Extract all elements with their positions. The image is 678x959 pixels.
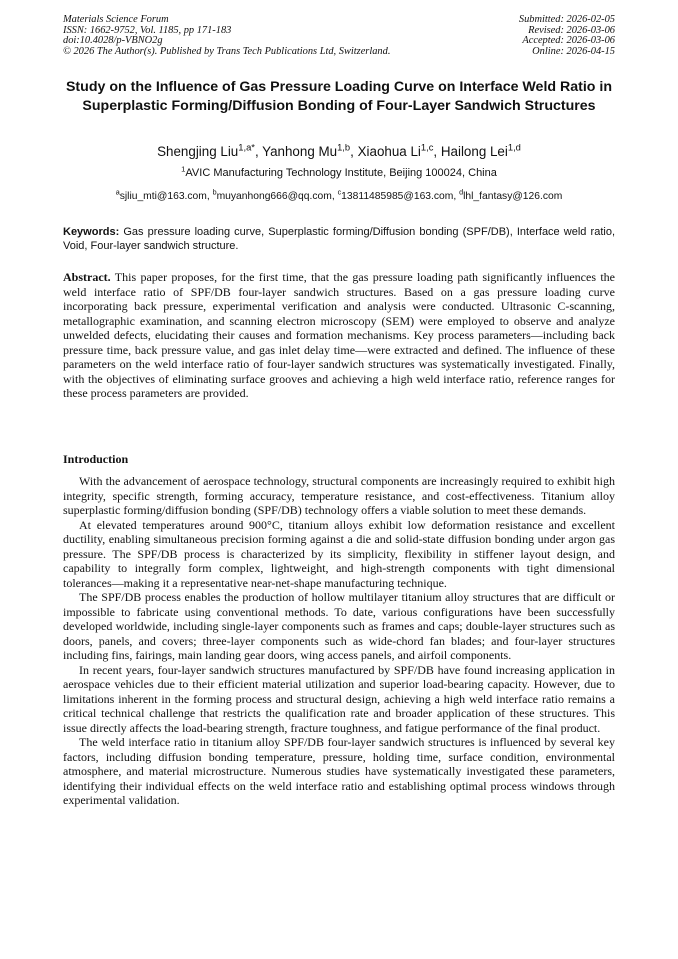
email[interactable]: $^b$muyanhong666@qq.com xyxy=(212,187,332,202)
accepted-date: Accepted: 2026-03-06 xyxy=(522,35,615,47)
paragraph: In recent years, four-layer sandwich structures manufactured by SPF/DB have found increasing application in aerospace vehicles due to their efficient material utilization and superior load-bearing capacity. However, due to limitations inherent in the forming process and structural design, achieving a high weld interface ratio remains a critical technical challenge that restricts the qualification rate and broader application of these structures. This issue directly affects the load-bearing strength, fracture toughness, and fatigue performance of the final product. xyxy=(63,662,615,735)
keywords-text: Gas pressure loading curve, Superplastic forming/Diffusion bonding (SPF/DB), Interface weld ratio, Void, Four-layer sandwich structure. xyxy=(63,226,615,253)
author: Shengjing Liu$^{1,a*}$, xyxy=(157,142,263,159)
paragraph: The SPF/DB process enables the production of hollow multilayer titanium alloy structures that are difficult or impossible to fabricate using conventional methods. To date, various configurations have been successfully developed worldwide, including single-layer components such as frames and caps; double-layer structures such as doors, panels, and covers; three-layer components such as wide-chord fan blades; and four-layer structures including fins, fairings, main landing gear doors, wing access panels, and airfoil components. xyxy=(63,590,615,662)
section-heading-introduction: Introduction xyxy=(63,452,129,466)
keywords xyxy=(63,225,615,253)
author: Hailong Lei$^{1,d}$ xyxy=(440,142,521,159)
email[interactable]: $^d$lhl_fantasy@126.com xyxy=(459,187,563,202)
revised-date: Revised: 2026-03-06 xyxy=(528,24,615,36)
introduction-body xyxy=(63,474,615,808)
journal-name: Materials Science Forum xyxy=(63,14,169,25)
abstract-label: Abstract. xyxy=(63,270,111,284)
email-list: $^a$sjliu_mti@163.com, $^b$muyanhong666@qq.com, $^c$13811485985@163.com, $^d$lhl_fantasy@126.com xyxy=(115,187,563,202)
paragraph: The weld interface ratio in titanium alloy SPF/DB four-layer sandwich structures is influenced by several key factors, including diffusion bonding temperature, pressure, holding time, surface condition, environmental atmosphere, and material microstructure. Numerous studies have systematically investigated these parameters, identifying their individual effects on the weld interface ratio and establishing optimal process windows through experimental validation. xyxy=(63,735,615,807)
copyright-line: © 2026 The Author(s). Published by Trans Tech Publications Ltd, Switzerland. xyxy=(63,45,391,57)
author: Xiaohua Li$^{1,c}$, xyxy=(357,142,441,159)
doi-line[interactable]: doi:10.4028/p-VBNO2g xyxy=(63,35,163,47)
author: Yanhong Mu$^{1,b}$, xyxy=(262,142,358,159)
keywords-label: Keywords: xyxy=(63,226,120,238)
journal-info xyxy=(63,15,390,57)
email[interactable]: $^a$sjliu_mti@163.com xyxy=(115,187,207,202)
online-date: Online: 2026-04-15 xyxy=(532,45,615,57)
abstract-text: This paper proposes, for the first time, that the gas pressure loading path significantly influences the weld interface ratio of SPF/DB four-layer sandwich structures. Based on a gas pressure loading curve incorporating back pressure, experimental verification and analysis were conducted. Ultrasonic C-scanning, metallographic examination, and scanning electron microscopy (SEM) were employed to observe and analyze unwelded defects, elucidating their causes and formation mechanisms. Key process parameters—including back pressure time, back pressure value, and gas inlet delay time—were extracted and defined. The influence of these parameters on the weld interface ratio of four-layer sandwich structures was systematically investigated. Finally, with the objectives of eliminating surface grooves and achieving a high weld interface ratio, reference ranges for these process parameters are provided. xyxy=(63,270,615,400)
paper-title: Study on the Influence of Gas Pressure Loading Curve on Interface Weld Ratio in Superplastic Forming/Diffusion Bonding of Four-Layer Sandwich Structures xyxy=(65,79,613,114)
submitted-date: Submitted: 2026-02-05 xyxy=(518,14,615,25)
paragraph: At elevated temperatures around 900°C, titanium alloys exhibit low deformation resistance and excellent ductility, enabling simultaneous precision forming against a die and solid-state diffusion bonding under argon gas pressure. The SPF/DB process is characterized by its simplicity, flexibility in stiffener layout design, and capability to integrally form complex, lightweight, and high-strength components with tight dimensional tolerances—making it a representative near-net-shape manufacturing technique. xyxy=(63,517,615,590)
paragraph: With the advancement of aerospace technology, structural components are increasingly required to exhibit high integrity, specific strength, forming accuracy, temperature resistance, and cost-effectiveness. Titanium alloy superplastic forming/diffusion bonding (SPF/DB) technology offers a viable solution to meet these demands. xyxy=(63,474,615,517)
affiliation: $^1$AVIC Manufacturing Technology Institute, Beijing 100024, China xyxy=(181,164,497,179)
email[interactable]: $^c$13811485985@163.com xyxy=(337,187,454,202)
dates-info xyxy=(519,15,615,57)
abstract xyxy=(63,270,615,401)
issn-line: ISSN: 1662-9752, Vol. 1185, pp 171-183 xyxy=(63,24,232,36)
author-list xyxy=(40,143,638,161)
